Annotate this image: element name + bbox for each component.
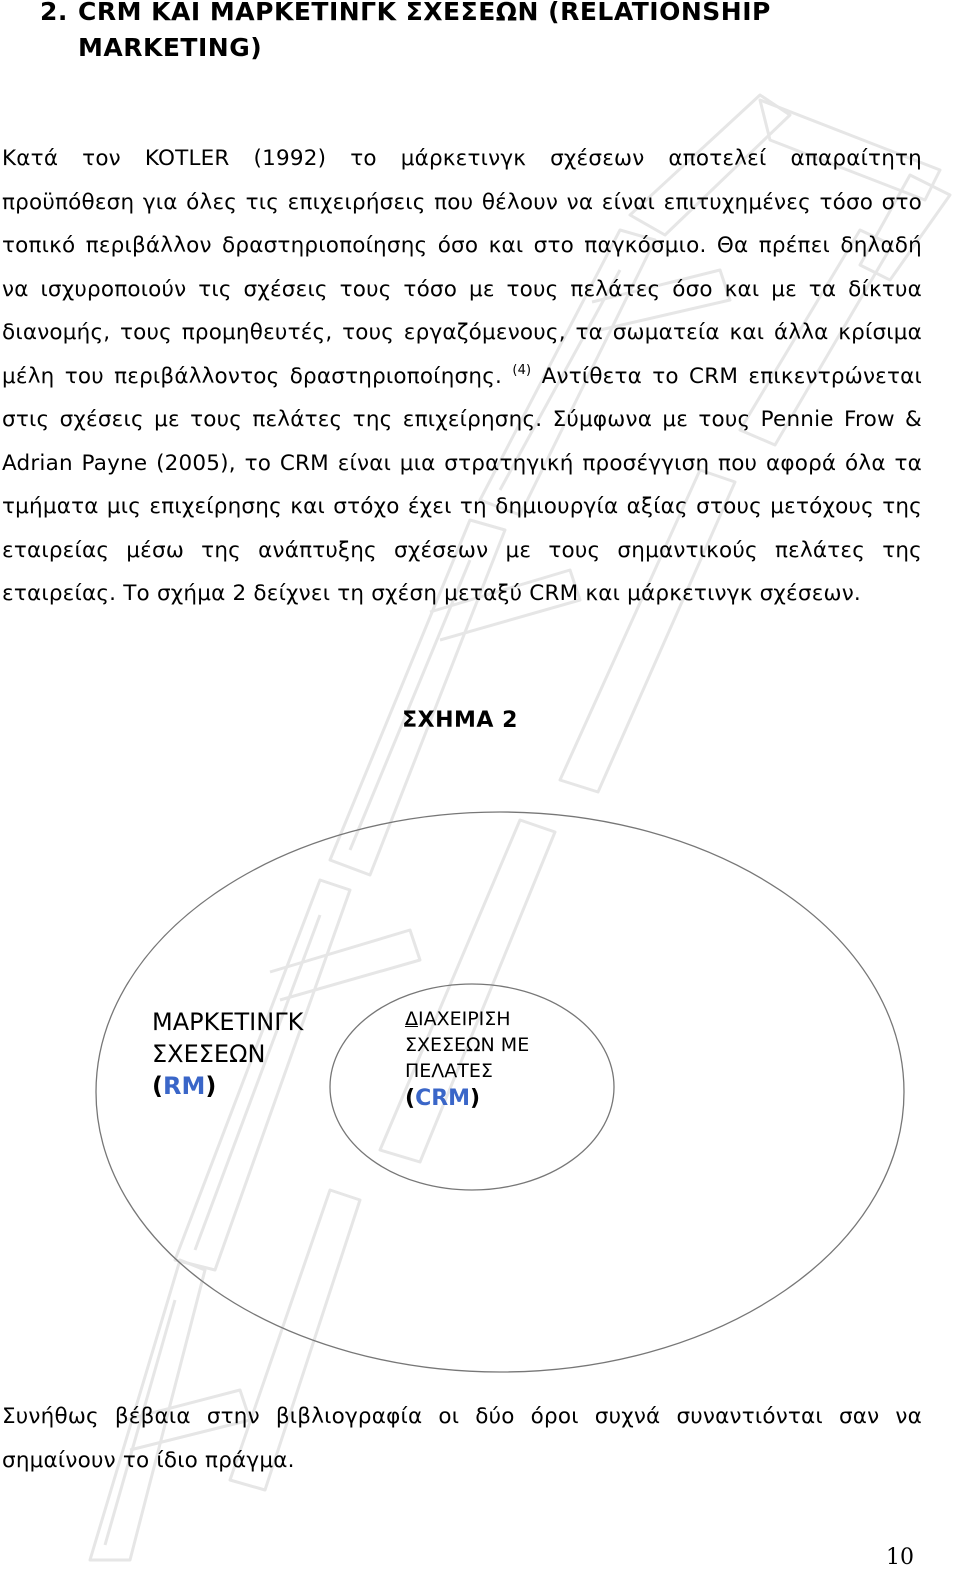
outer-label-line-2: ΣΧΕΣΕΩΝ <box>152 1040 266 1068</box>
outer-label-rm <box>152 1006 303 1102</box>
body-text-part-2: Αντίθετα το CRM επικεντρώνεται στις σχέσεις με τους πελάτες της επιχείρησης. Σύμφωνα με τους Pennie Frow & Adrian Payne (2005), το CRM είναι μια στρατηγική προσέγγιση που αφορά όλα τα τμήματα μις επιχείρησης και στόχο έχει τη δημιουργία αξίας στους μετόχους της εταιρείας μέσω της ανάπτυξης σχέσεων με τους σημαντικούς πελάτες της εταιρείας. Το σχήμα 2 δείχνει τη σχέση μεταξύ CRM και μάρκετινγκ σχέσεων. <box>2 363 922 606</box>
inner-label-crm <box>405 1006 529 1114</box>
body-text-part-1: Κατά τον KOTLER (1992) το μάρκετινγκ σχέσεων αποτελεί απαραίτητη προϋπόθεση για όλες τις επιχειρήσεις που θέλουν να είναι επιτυχημένες τόσο στο τοπικό περιβάλλον δραστηριοποίησης όσο και στο παγκόσμιο. Θα πρέπει δηλαδή να ισχυροποιούν τις σχέσεις τους τόσο με τους πελάτες όσο και με τα δίκτυα διανομής, τους προμηθευτές, τους εργαζόμενους, τα σωματεία και άλλα κρίσιμα μέλη του περιβάλλοντος δραστηριοποίησης. <box>2 146 922 389</box>
heading-line-2: MARKETING) <box>78 33 263 62</box>
rm-abbr: RM <box>162 1072 206 1100</box>
outer-label-line-1: ΜΑΡΚΕΤΙΝΓΚ <box>152 1008 304 1036</box>
closing-paragraph: Συνήθως βέβαια στην βιβλιογραφία οι δύο όροι συχνά συναντιόνται σαν να σημαίνουν το ίδιο πράγμα. <box>2 1404 922 1473</box>
inner-label-abbreviation: (CRM) <box>405 1086 481 1111</box>
inner-label-line-2: ΣΧΕΣΕΩΝ ΜΕ <box>405 1034 530 1056</box>
crm-abbr: CRM <box>415 1086 471 1111</box>
inner-label-line-1: ΔΙΑΧΕΙΡΙΣΗ <box>405 1008 511 1030</box>
outer-label-abbreviation: (RM) <box>152 1072 217 1100</box>
figure-title: ΣΧΗΜΑ 2 <box>402 708 518 733</box>
page-number: 10 <box>886 1545 914 1570</box>
section-number: 2. <box>40 0 68 26</box>
inner-label-line-3: ΠΕΛΑΤΕΣ <box>405 1060 493 1082</box>
heading-line-1: CRM ΚΑΙ ΜΑΡΚΕΤΙΝΓΚ ΣΧΕΣΕΩΝ (RELATIONSHIP <box>78 0 771 26</box>
reference-marker: (4) <box>512 362 532 378</box>
